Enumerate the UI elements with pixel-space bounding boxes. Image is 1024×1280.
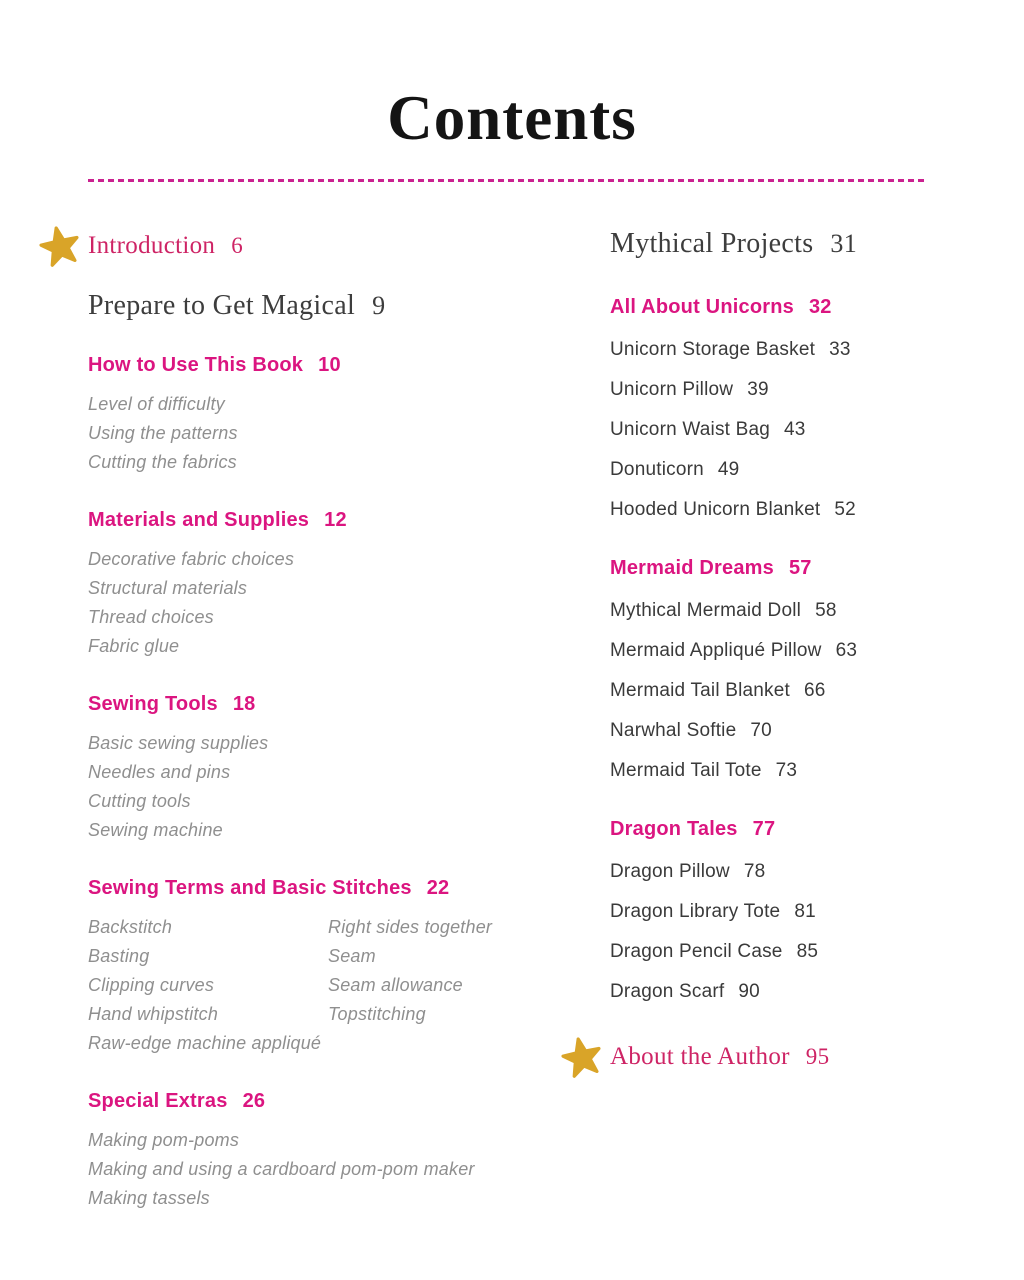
toc-subitem: Cutting the fabrics	[88, 452, 237, 472]
toc-subitem: Sewing machine	[88, 820, 223, 840]
toc-subitem: Making tassels	[88, 1188, 210, 1208]
section-label: Sewing Tools	[88, 693, 218, 715]
entry-page-number: 73	[775, 760, 798, 781]
entry-label: Mermaid Appliqué Pillow	[610, 640, 822, 661]
entry-page-number: 63	[835, 640, 858, 661]
toc-entry	[610, 679, 1020, 702]
part-title-label: Mythical Projects	[610, 228, 814, 259]
about-row	[610, 1043, 829, 1071]
toc-subitem: Making and using a cardboard pom-pom maker	[88, 1159, 475, 1179]
entry-page-number: 49	[717, 459, 740, 480]
toc-entry	[610, 759, 1020, 782]
entry-label: Dragon Library Tote	[610, 901, 781, 922]
page-title: Contents	[387, 83, 637, 153]
toc-section-special-extras	[88, 1090, 570, 1213]
section-subitems-two-columns	[88, 913, 570, 1058]
toc-entry	[610, 940, 1020, 963]
dashed-divider	[88, 179, 928, 182]
entry-page-number: 85	[796, 941, 819, 962]
toc-subitem: Raw-edge machine appliqué	[88, 1033, 322, 1053]
entry-page-number: 66	[804, 680, 826, 701]
toc-entry	[610, 599, 1020, 622]
entry-label: Unicorn Pillow	[610, 379, 734, 400]
toc-columns	[0, 226, 1024, 1213]
toc-subitem: Right sides together	[328, 917, 493, 937]
section-label: Sewing Terms and Basic Stitches	[88, 877, 412, 899]
entry-label: Mythical Mermaid Doll	[610, 600, 802, 621]
toc-subitem: Backstitch	[88, 917, 173, 937]
toc-entry-introduction	[88, 226, 570, 266]
section-heading	[88, 877, 570, 900]
section-label: All About Unicorns	[610, 296, 794, 318]
toc-entry	[610, 338, 1020, 361]
section-heading	[610, 557, 1020, 580]
toc-section-unicorns	[610, 296, 1020, 521]
toc-subitem: Needles and pins	[88, 762, 231, 782]
entry-page-number: 70	[750, 720, 772, 741]
toc-entry	[610, 498, 1020, 521]
section-subitems	[88, 545, 570, 661]
section-heading	[88, 354, 570, 377]
part-title-prepare	[88, 290, 570, 322]
entry-label: Mermaid Tail Tote	[610, 760, 762, 781]
section-heading	[610, 818, 1020, 841]
toc-subitem: Hand whipstitch	[88, 1004, 219, 1024]
section-page-number: 10	[318, 354, 341, 376]
entry-page-number: 39	[747, 379, 769, 400]
about-page-number: 95	[805, 1044, 830, 1069]
entry-page-number: 33	[829, 339, 851, 360]
toc-entry	[610, 418, 1020, 441]
entry-page-number: 90	[738, 981, 760, 1002]
star-icon	[562, 1037, 602, 1077]
star-icon	[40, 226, 80, 266]
entry-page-number: 58	[815, 600, 837, 621]
section-subitems	[88, 1126, 570, 1213]
toc-entry	[610, 639, 1020, 662]
toc-section-sewing-terms	[88, 877, 570, 1058]
subitems-column-2	[328, 913, 492, 1058]
right-column	[610, 226, 1020, 1213]
section-heading	[610, 296, 1020, 319]
entry-label: Dragon Pillow	[610, 861, 730, 882]
toc-subitem: Structural materials	[88, 578, 248, 598]
section-page-number: 12	[324, 509, 347, 531]
toc-entry	[610, 378, 1020, 401]
section-heading	[88, 693, 570, 716]
toc-subitem: Seam	[328, 946, 376, 966]
entry-label: Unicorn Storage Basket	[610, 339, 816, 360]
toc-subitem: Making pom-poms	[88, 1130, 240, 1150]
section-label: How to Use This Book	[88, 354, 304, 376]
entry-page-number: 43	[784, 419, 806, 440]
toc-section-dragons	[610, 818, 1020, 1003]
section-subitems	[88, 390, 570, 477]
introduction-label: Introduction	[88, 232, 216, 259]
toc-subitem: Cutting tools	[88, 791, 191, 811]
introduction-page-number: 6	[231, 233, 243, 258]
entry-label: Mermaid Tail Blanket	[610, 680, 791, 701]
section-label: Dragon Tales	[610, 818, 738, 840]
section-heading	[88, 1090, 570, 1113]
introduction-row	[88, 232, 243, 260]
entry-label: Dragon Pencil Case	[610, 941, 783, 962]
section-page-number: 26	[242, 1090, 266, 1112]
toc-subitem: Decorative fabric choices	[88, 549, 295, 569]
subitems-column-1	[88, 913, 328, 1058]
part-title-mythical-projects	[610, 228, 1020, 260]
section-page-number: 77	[752, 818, 776, 840]
toc-entry	[610, 458, 1020, 481]
entry-label: Donuticorn	[610, 459, 704, 480]
section-page-number: 22	[426, 877, 450, 899]
toc-subitem: Level of difficulty	[88, 394, 225, 414]
toc-subitem: Thread choices	[88, 607, 214, 627]
section-page-number: 18	[232, 693, 256, 715]
section-subitems	[88, 729, 570, 845]
entry-page-number: 52	[834, 499, 856, 520]
about-label: About the Author	[610, 1043, 790, 1070]
toc-section-mermaids	[610, 557, 1020, 782]
section-page-number: 32	[808, 296, 832, 318]
toc-subitem: Basic sewing supplies	[88, 733, 269, 753]
toc-entry	[610, 980, 1020, 1003]
part-title-label: Prepare to Get Magical	[88, 290, 356, 321]
toc-subitem: Clipping curves	[88, 975, 215, 995]
toc-section-how-to-use	[88, 354, 570, 477]
part-title-page-number: 31	[830, 229, 858, 258]
entry-page-number: 81	[794, 901, 816, 922]
entry-label: Hooded Unicorn Blanket	[610, 499, 821, 520]
toc-section-sewing-tools	[88, 693, 570, 845]
entry-label: Dragon Scarf	[610, 981, 725, 1002]
toc-subitem: Basting	[88, 946, 150, 966]
section-page-number: 57	[788, 557, 812, 579]
toc-subitem: Using the patterns	[88, 423, 238, 443]
section-heading	[88, 509, 570, 532]
entry-label: Unicorn Waist Bag	[610, 419, 771, 440]
toc-entry	[610, 860, 1020, 883]
entry-label: Narwhal Softie	[610, 720, 737, 741]
toc-entry	[610, 900, 1020, 923]
section-label: Special Extras	[88, 1090, 228, 1112]
toc-entry	[610, 719, 1020, 742]
toc-subitem: Seam allowance	[328, 975, 463, 995]
section-label: Mermaid Dreams	[610, 557, 774, 579]
toc-section-materials	[88, 509, 570, 661]
left-column	[88, 226, 570, 1213]
entry-page-number: 78	[743, 861, 766, 882]
part-title-page-number: 9	[372, 291, 386, 320]
section-label: Materials and Supplies	[88, 509, 310, 531]
toc-subitem: Topstitching	[328, 1004, 426, 1024]
toc-subitem: Fabric glue	[88, 636, 180, 656]
toc-entry-about-the-author	[610, 1037, 1020, 1077]
